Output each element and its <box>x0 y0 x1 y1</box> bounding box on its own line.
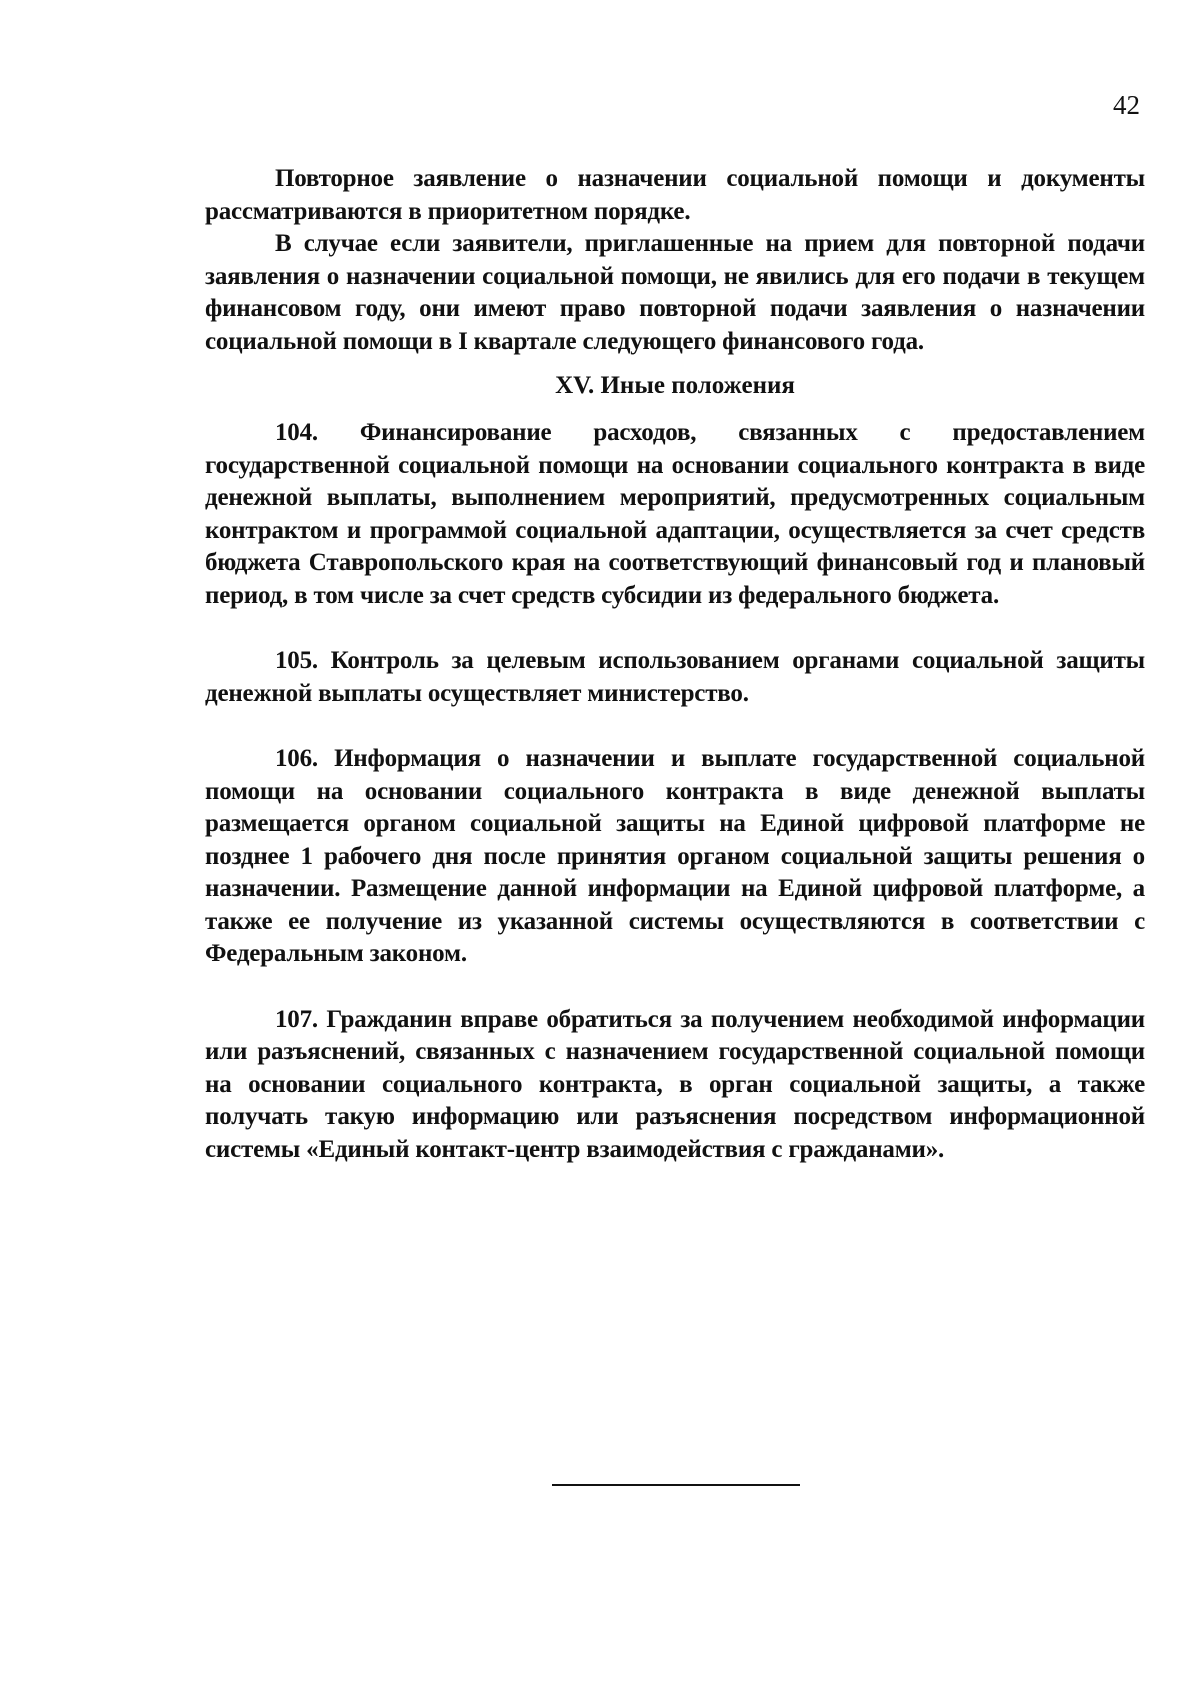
paragraph-item-106: 106. Информация о назначении и выплате государственной социальной помощи на основании социального контракта в виде денежной выплаты размещается органом социальной защиты на Единой цифровой платформе не позднее 1 рабочего дня после принятия органом социальной защиты решения о назначении. Размещение данной информации на Единой цифровой платформе, а также ее получение из указанной системы осуществляются в соответствии с Федеральным законом. <box>205 745 1145 967</box>
paragraph-item-104: 104. Финансирование расходов, связанных с предоставлением государственной социальной помощи на основании социального контракта в виде денежной выплаты, выполнением мероприятий, предусмотренных социальным контрактом и программой социальной адаптации, осуществляется за счет средств бюджета Ставропольского края на соответствующий финансовый год и плановый период, в том числе за счет средств субсидии из федерального бюджета. <box>205 419 1145 609</box>
paragraph-spacer <box>205 612 1145 645</box>
section-heading: XV. Иные положения <box>555 372 795 399</box>
paragraph-item-107: 107. Гражданин вправе обратиться за получением необходимой информации или разъяснений, связанных с назначением государственной социальной помощи на основании социального контракта, в орган социальной защиты, а также получать такую информацию или разъяснения посредством информационной системы «Единый контакт-центр взаимодействия с гражданами». <box>205 1005 1145 1163</box>
document-body <box>205 163 1145 1166</box>
paragraph-spacer <box>205 710 1145 743</box>
page-number: 42 <box>1113 90 1140 120</box>
paragraph-spacer <box>205 971 1145 1004</box>
paragraph-item-105: 105. Контроль за целевым использованием органами социальной защиты денежной выплаты осуществляет министерство. <box>205 647 1145 707</box>
paragraph-reapplication-rights: В случае если заявители, приглашенные на прием для повторной подачи заявления о назначении социальной помощи, не явились для его подачи в текущем финансовом году, они имеют право повторной подачи заявления о назначении социальной помощи в I квартале следующего финансового года. <box>205 230 1145 355</box>
paragraph-repeat-application: Повторное заявление о назначении социальной помощи и документы рассматриваются в приоритетном порядке. <box>205 165 1145 225</box>
end-divider-line <box>552 1484 800 1486</box>
